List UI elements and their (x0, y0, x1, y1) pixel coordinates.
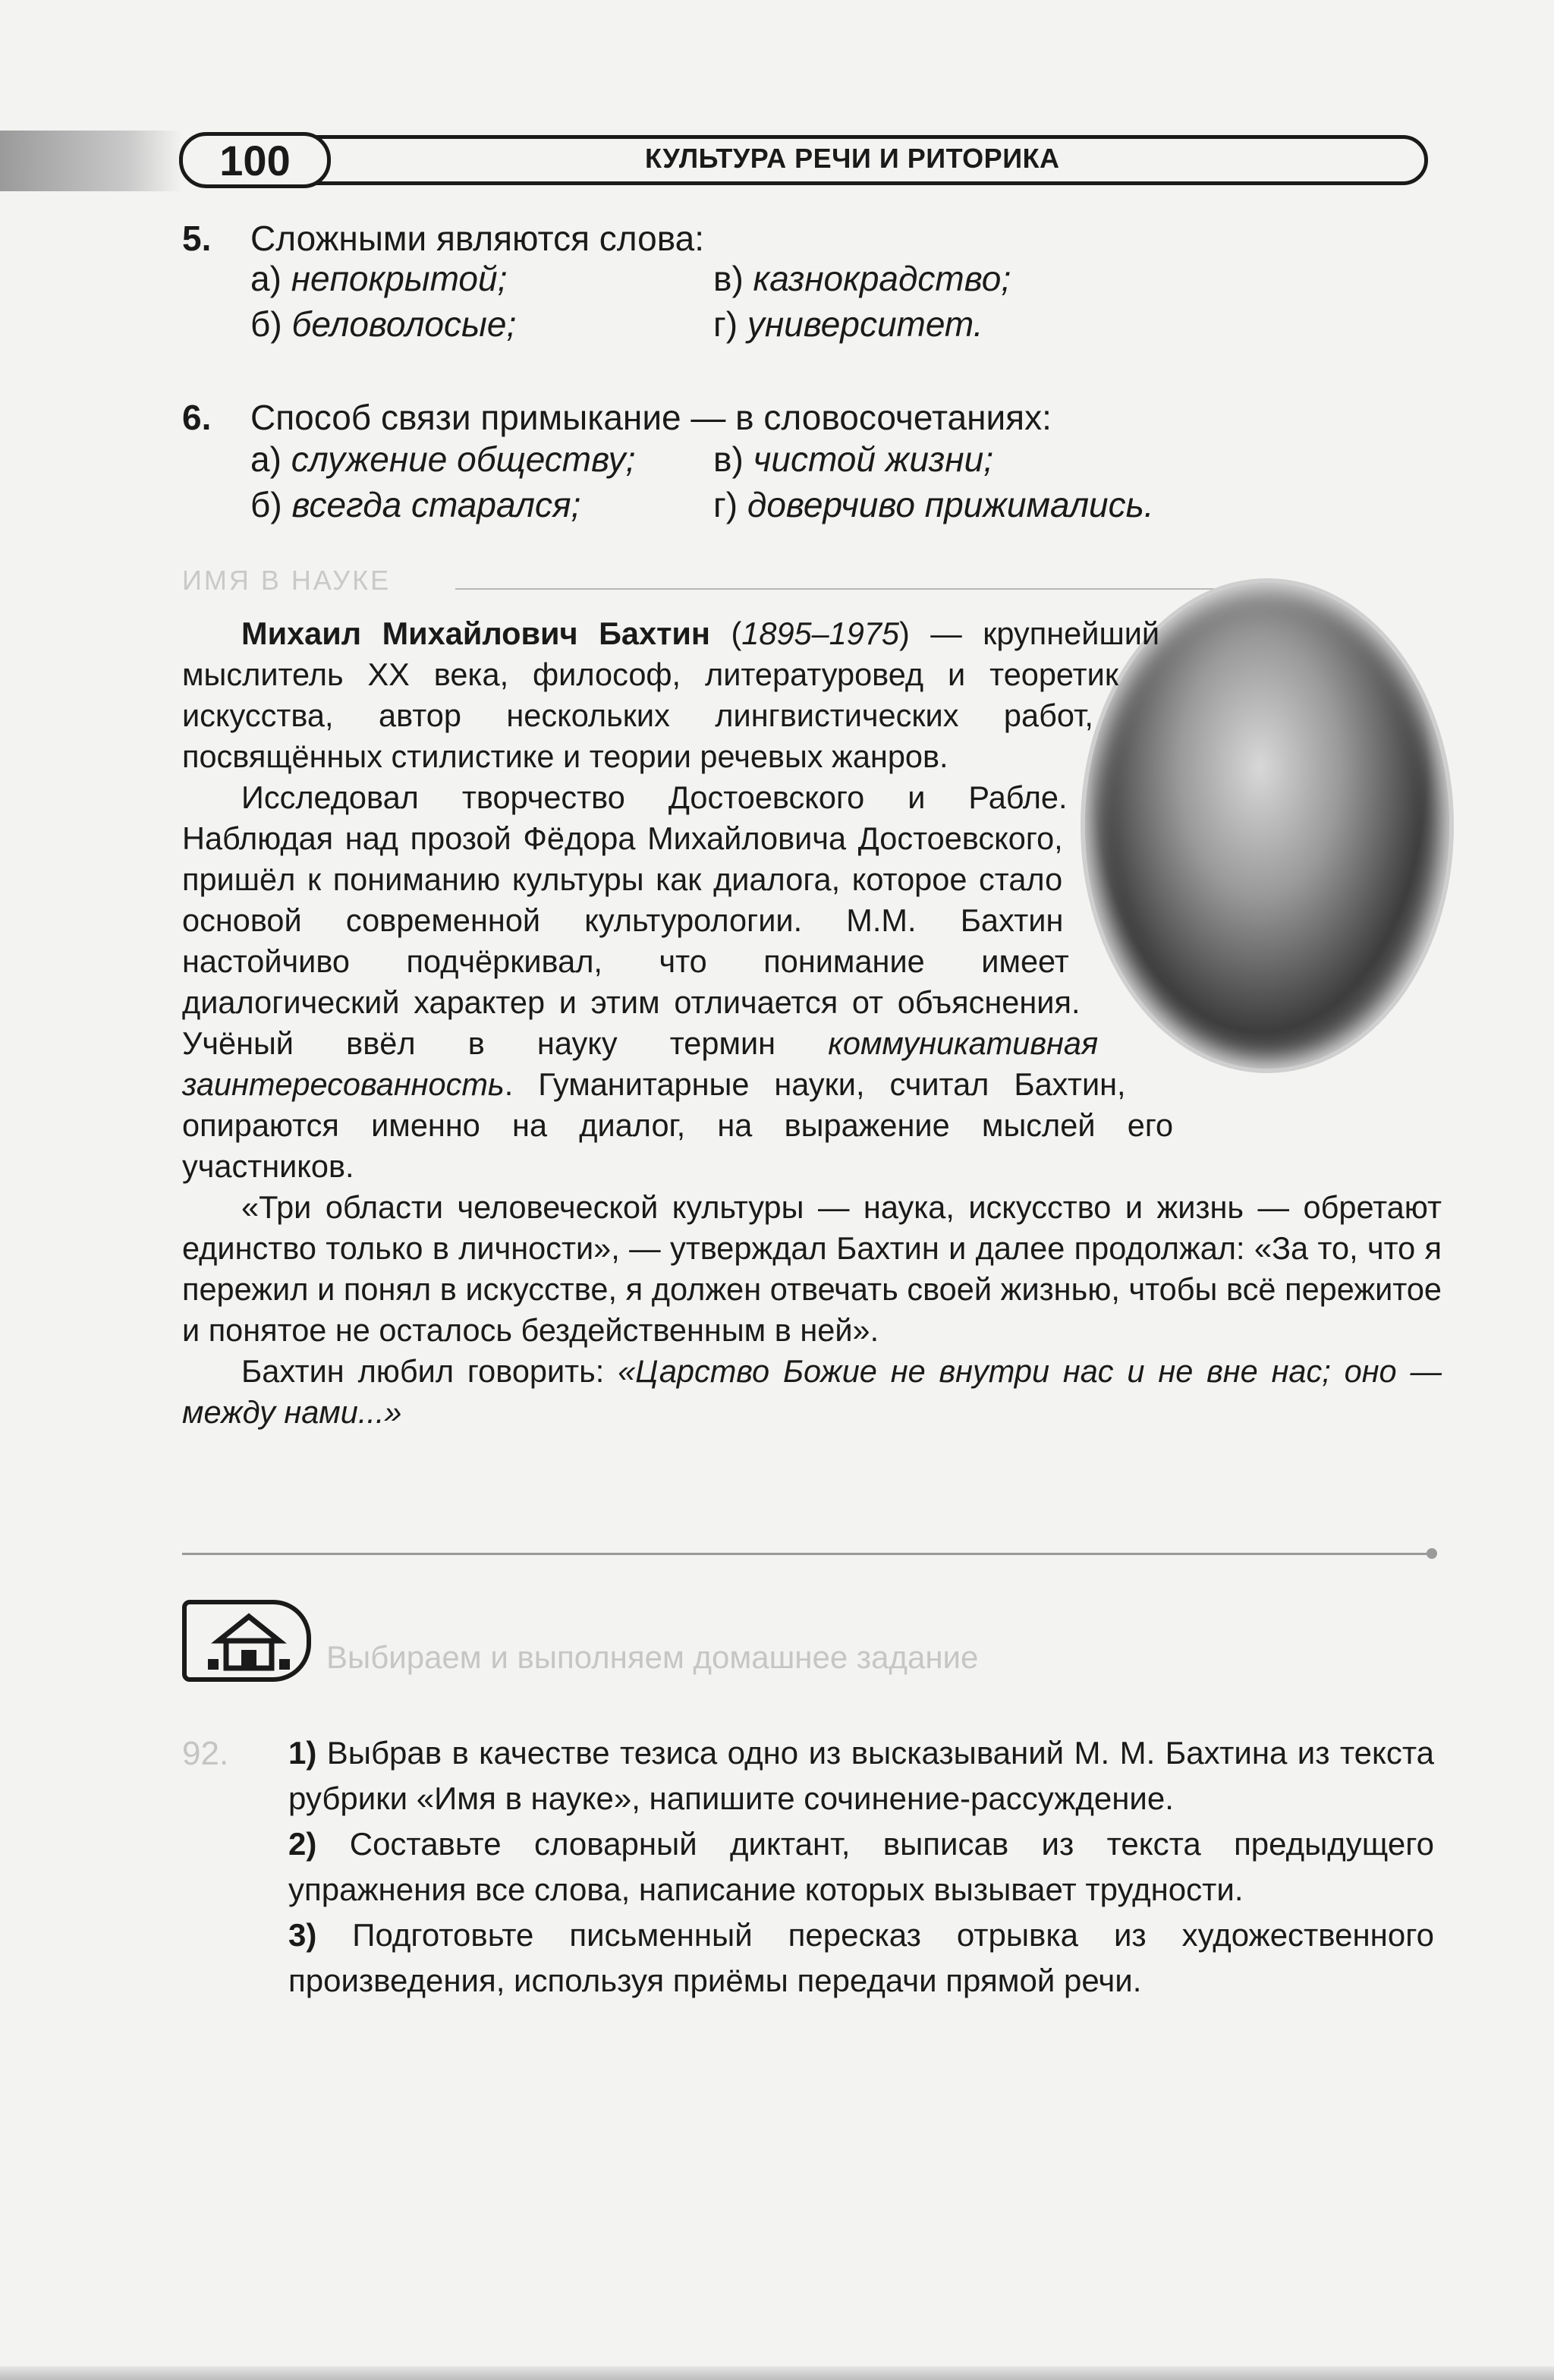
portrait-image (1085, 583, 1449, 1069)
option-b: б) беловолосые; (250, 304, 517, 344)
section-divider (182, 1553, 1434, 1555)
divider-dot (1427, 1548, 1437, 1559)
exercise-number: 5. (182, 219, 212, 258)
article-paragraph-1: Михаил Михайлович Бахтин (1895–1975) — крупнейший мыслитель XX века, философ, литературовед и теоретик искусства, автор нескольких лингвистических работ, посвящённых стилистике и теории речевых жанров. (182, 615, 1160, 774)
exercise-question: Сложными являются слова: (250, 219, 704, 258)
section-label: ИМЯ В НАУКЕ (182, 565, 392, 596)
option-g: г) университет. (713, 304, 983, 344)
option-g: г) доверчиво прижимались. (713, 485, 1154, 524)
scientist-years: 1895–1975 (741, 615, 900, 651)
quote: «Царство Божие не внутри нас и не вне нас; оно — между нами...» (182, 1353, 1442, 1430)
option-b: б) всегда старался; (250, 485, 581, 524)
term: коммуникативная заинтересованность (182, 1025, 1099, 1102)
house-icon (182, 1600, 311, 1682)
article-paragraph-3: «Три области человеческой культуры — наука, искусство и жизнь — обретают единство только в личности», — утверждал Бахтин и далее продолжал: «За то, что я пережил и понял в искусстве, я должен отвечать своей жизнью, чтобы всё пережитое и понятое не осталось бездейственным в ней». (182, 1189, 1442, 1348)
option-a: а) непокрытой; (250, 259, 508, 298)
header-shade (0, 131, 182, 191)
article-name-in-science (182, 613, 1442, 1433)
option-v: в) казнокрадство; (713, 259, 1011, 298)
exercise-number: 6. (182, 398, 212, 437)
task-3: 3) Подготовьте письменный пересказ отрывка из художественного произведения, используя приёмы передачи прямой речи. (288, 1917, 1434, 1998)
page-bottom-edge (0, 2366, 1554, 2380)
task-2: 2) Составьте словарный диктант, выписав из текста предыдущего упражнения все слова, написание которых вызывает трудности. (288, 1826, 1435, 1907)
homework-tasks (288, 1730, 1434, 2004)
homework-title: Выбираем и выполняем домашнее задание (326, 1639, 979, 1675)
article-paragraph-2: Исследовал творчество Достоевского и Рабле. Наблюдая над прозой Фёдора Михайловича Достоевского, пришёл к пониманию культуры как диалога, которое стало основой современной культурологии. М.М. Бахтин настойчиво подчёркивал, что понимание имеет диалогический характер и этим отличается от объяснения. Учёный ввёл в науку термин коммуникативная заинтересованность. Гуманитарные науки, считал Бахтин, опираются именно на диалог, на выражение мыслей его участников. (182, 779, 1174, 1184)
page-number: 100 (179, 132, 331, 188)
article-paragraph-4: Бахтин любил говорить: «Царство Божие не внутри нас и не вне нас; оно — между нами...» (182, 1353, 1442, 1430)
option-a: а) служение обществу; (250, 439, 636, 479)
exercise-number-92: 92. (182, 1735, 229, 1772)
option-v: в) чистой жизни; (713, 439, 993, 479)
running-title: КУЛЬТУРА РЕЧИ И РИТОРИКА (645, 143, 1060, 174)
task-1: 1) Выбрав в качестве тезиса одно из высказываний М. М. Бахтина из текста рубрики «Имя в науке», напишите сочинение-рассуждение. (288, 1735, 1434, 1816)
exercise-question: Способ связи примыкание — в словосочетаниях: (250, 398, 1052, 437)
scientist-name: Михаил Михайлович Бахтин (241, 615, 710, 651)
